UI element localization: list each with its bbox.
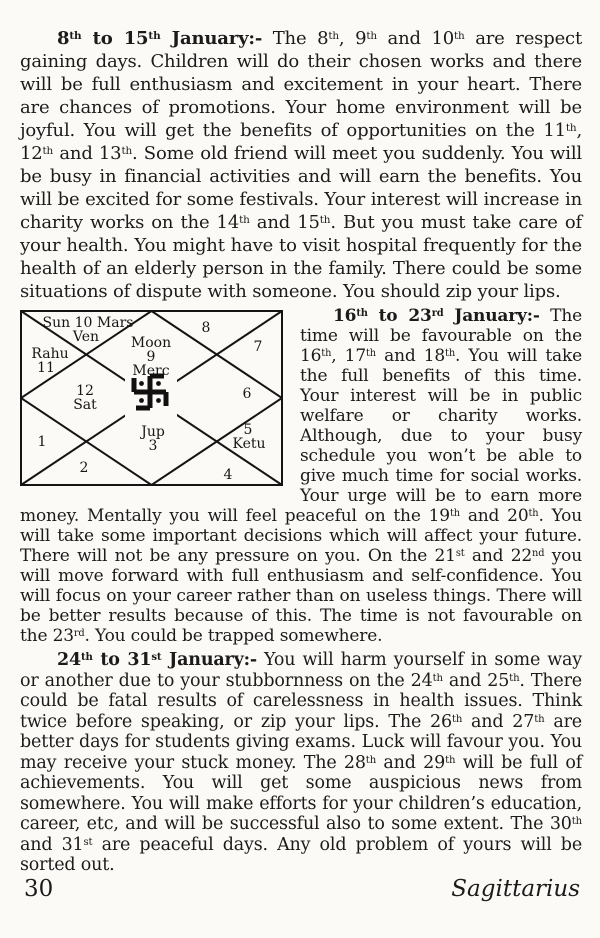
heading-8-15-january: 8th to 15th January:-	[57, 28, 263, 49]
body-24-31-january: You will harm yourself in some way or another due to your stubbornness on the 24th and 25th. There could be fatal results of carelessness in health issues. Think twice before speaking, or zip your lips. The 26th and 27th are better days for students giving exams. Luck will favour you. You may receive your stuck money. The 28th and 29th will be full of achievements. You will get some auspicious news from somewhere. You will make efforts for your children’s education, career, etc, and will be successful also to some extent. The 30th and 31st are peaceful days. Any old problem of yours will be sorted out.	[20, 650, 583, 875]
house-10-planets-label: Sun 10 Mars	[42, 315, 134, 331]
house-2-number: 2	[79, 460, 89, 476]
house-10-venus-label: Ven	[72, 329, 100, 345]
house-12-number: 12	[76, 383, 94, 399]
house-11-rahu-label: Rahu	[31, 346, 69, 362]
heading-16-23-january: 16th to 23rd January:-	[333, 306, 540, 326]
house-9-moon-label: Moon	[130, 335, 172, 351]
house-12-saturn-label: Sat	[73, 397, 97, 413]
house-9-mercury-label: Merc	[132, 363, 170, 379]
house-3-number: 3	[148, 438, 158, 454]
body-8-15-january: The 8th, 9th and 10th are respect gaining days. Children will do their chosen works and there will be full enthusiasm and excitement in your heart. There are chances of promotions. Your home environment will be joyful. You will get the benefits of opportunities on the 11th, 12th and 13th. Some old friend will meet you suddenly. You will be busy in financial activities and will earn the benefits. You will be excited for some festivals. Your interest will increase in charity works on the 14th and 15th. But you must take care of your health. You might have to visit hospital frequently for the health of an elderly person in the family. There could be some situations of dispute with someone. You should zip your lips.	[20, 28, 583, 302]
body-16-23-january: The time will be favourable on the 16th, 17th and 18th. You will take the full benefits of this time. Your interest will be in public welfare or charity works. Although, due to your busy schedule you won’t be able to give much time for social works. Your urge will be to earn more money. Mentally you will feel peaceful on the 19th and 20th. You will take some important decisions which will affect your future. There will not be any pressure on you. On the 21st and 22nd you will move forward with full enthusiasm and self-confidence. You will focus on your career rather than on useless things. There will be better results because of this. The time is not favourable on the 23rd. You could be trapped somewhere.	[20, 306, 583, 646]
house-5-number: 5	[243, 422, 253, 438]
house-1-number: 1	[37, 434, 47, 450]
house-4-number: 4	[223, 467, 233, 483]
section-16-23-january	[20, 306, 582, 646]
zodiac-sign-title: Sagittarius	[451, 875, 580, 902]
page-footer	[20, 876, 582, 938]
house-3-jupiter-label: Jup	[141, 424, 165, 440]
paragraph-24-31-january	[20, 650, 582, 876]
house-5-ketu-label: Ketu	[232, 436, 266, 452]
house-8-number: 8	[201, 320, 211, 336]
heading-24-31-january: 24th to 31st January:-	[57, 650, 257, 670]
kundali-chart-svg	[20, 310, 283, 486]
house-9-number: 9	[146, 349, 156, 365]
paragraph-8-15-january	[20, 27, 582, 303]
house-11-number: 11	[37, 360, 55, 376]
page-number: 30	[24, 875, 54, 902]
house-7-number: 7	[253, 339, 263, 355]
house-6-number: 6	[242, 386, 252, 402]
kundali-chart	[20, 310, 283, 486]
